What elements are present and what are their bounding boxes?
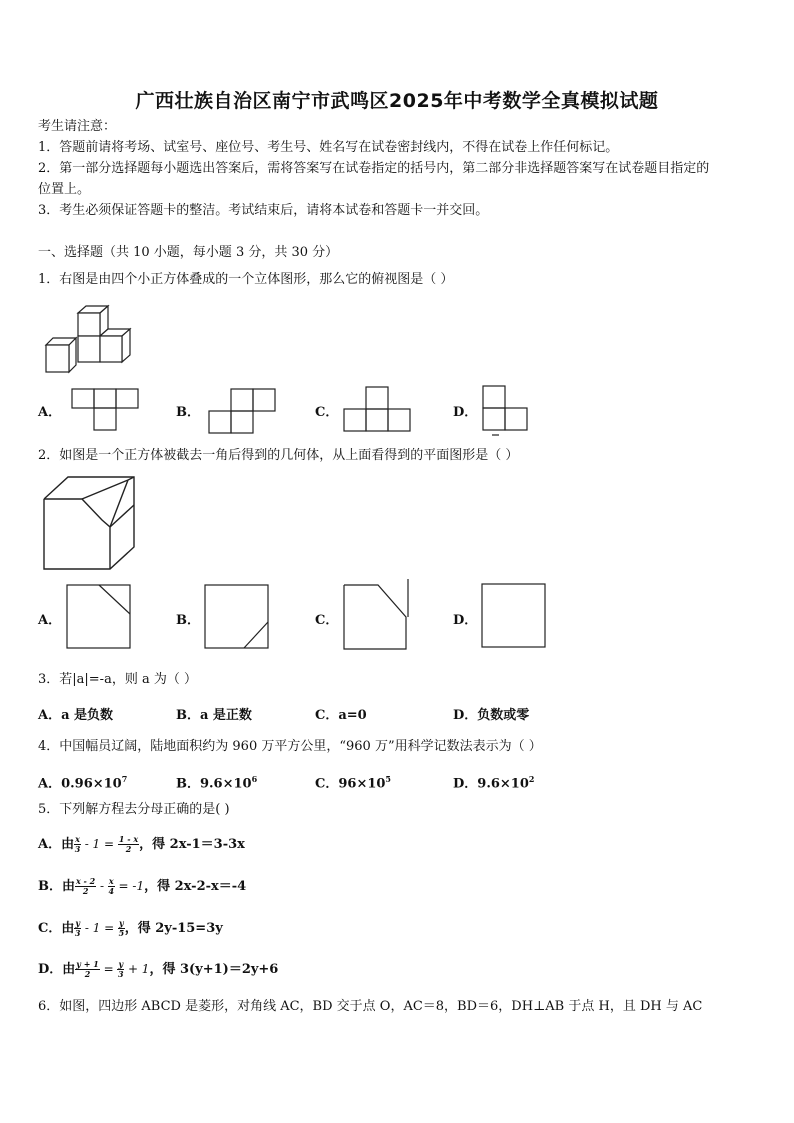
q2-stem: 2．如图是一个正方体被截去一角后得到的几何体，从上面看得到的平面图形是（ ） bbox=[38, 448, 519, 463]
q2-option-d-label: D． bbox=[453, 613, 478, 628]
q5-stem: 5．下列解方程去分母正确的是( ) bbox=[38, 802, 230, 817]
notice-heading: 考生请注意： bbox=[38, 119, 117, 134]
q3-option-d: D．负数或零 bbox=[453, 708, 530, 723]
notice-item-3: 3．考生必须保证答题卡的整洁。考试结束后，请将本试卷和答题卡一并交回。 bbox=[38, 203, 489, 218]
q1-option-c-figure bbox=[343, 387, 413, 433]
q1-cube-figure bbox=[40, 305, 140, 375]
q2-cut-cube-figure bbox=[40, 475, 136, 573]
q4-stem: 4．中国幅员辽阔，陆地面积约为 960 万平方公里，“960 万”用科学记数法表示为（ ） bbox=[38, 739, 542, 754]
page-title: 广西壮族自治区南宁市武鸣区2025年中考数学全真模拟试题 bbox=[135, 90, 659, 112]
q2-option-b-label: B． bbox=[176, 613, 200, 628]
q1-option-a-label: A． bbox=[38, 405, 62, 420]
q5-option-a: A．由 $\frac{x}{3}$ - 1 = $\frac{1 - x}{2}$ ，得 2x-1＝3-3x bbox=[38, 834, 245, 854]
q5-option-d: D．由 $\frac{y + 1}{2}$ = $\frac{y}{3}$ + 1，得 3(y+1)＝2y+6 bbox=[38, 959, 279, 979]
q4-option-a: A．$0.96\times 10^7$ bbox=[38, 774, 128, 792]
notice-item-2-cont: 位置上。 bbox=[38, 182, 91, 197]
q4-option-b: B．$9.6\times 10^6$ bbox=[176, 774, 258, 792]
q3-option-c: C．a=0 bbox=[315, 708, 367, 723]
q6-stem: 6．如图，四边形 ABCD 是菱形，对角线 AC，BD 交于点 O，AC＝8，BD＝6，DH⊥AB 于点 H，且 DH 与 AC bbox=[38, 999, 703, 1014]
q2-option-c-label: C． bbox=[315, 613, 339, 628]
q1-stem: 1．右图是由四个小正方体叠成的一个立体图形，那么它的俯视图是（ ） bbox=[38, 272, 454, 287]
q1-option-a-figure bbox=[72, 389, 140, 433]
q5-option-c: C．由 $\frac{y}{3}$ - 1 = $\frac{y}{5}$ ，得 2y-15=3y bbox=[38, 918, 223, 938]
q2-option-d-figure bbox=[481, 583, 547, 649]
notice-item-1: 1．答题前请将考场、试室号、座位号、考生号、姓名写在试卷密封线内，不得在试卷上作任何标记。 bbox=[38, 140, 619, 155]
q2-option-b-figure bbox=[204, 584, 270, 650]
q2-option-a-figure bbox=[66, 584, 132, 650]
q1-option-d-label: D． bbox=[453, 405, 478, 420]
q3-option-a: A．a 是负数 bbox=[38, 708, 114, 723]
q3-option-b: B．a 是正数 bbox=[176, 708, 252, 723]
q4-option-c: C．$96\times 10^5$ bbox=[315, 774, 391, 792]
q4-option-d: D．$9.6\times 10^2$ bbox=[453, 774, 535, 792]
q1-option-b-label: B． bbox=[176, 405, 200, 420]
q2-option-c-figure bbox=[342, 577, 412, 651]
notice-item-2: 2．第一部分选择题每小题选出答案后，需将答案写在试卷指定的括号内，第二部分非选择题答案写在试卷题目指定的 bbox=[38, 161, 710, 176]
q1-option-b-figure bbox=[208, 389, 278, 435]
q1-option-d-figure bbox=[482, 385, 532, 437]
q1-option-c-label: C． bbox=[315, 405, 339, 420]
q5-option-b: B．由 $\frac{x - 2}{2}$ - $\frac{x}{4}$ = -1，得 2x-2-x＝-4 bbox=[38, 876, 247, 896]
section-heading: 一、选择题（共 10 小题，每小题 3 分，共 30 分） bbox=[38, 245, 339, 260]
q2-option-a-label: A． bbox=[38, 613, 62, 628]
q3-stem: 3．若|a|=-a，则 a 为（ ） bbox=[38, 672, 197, 687]
